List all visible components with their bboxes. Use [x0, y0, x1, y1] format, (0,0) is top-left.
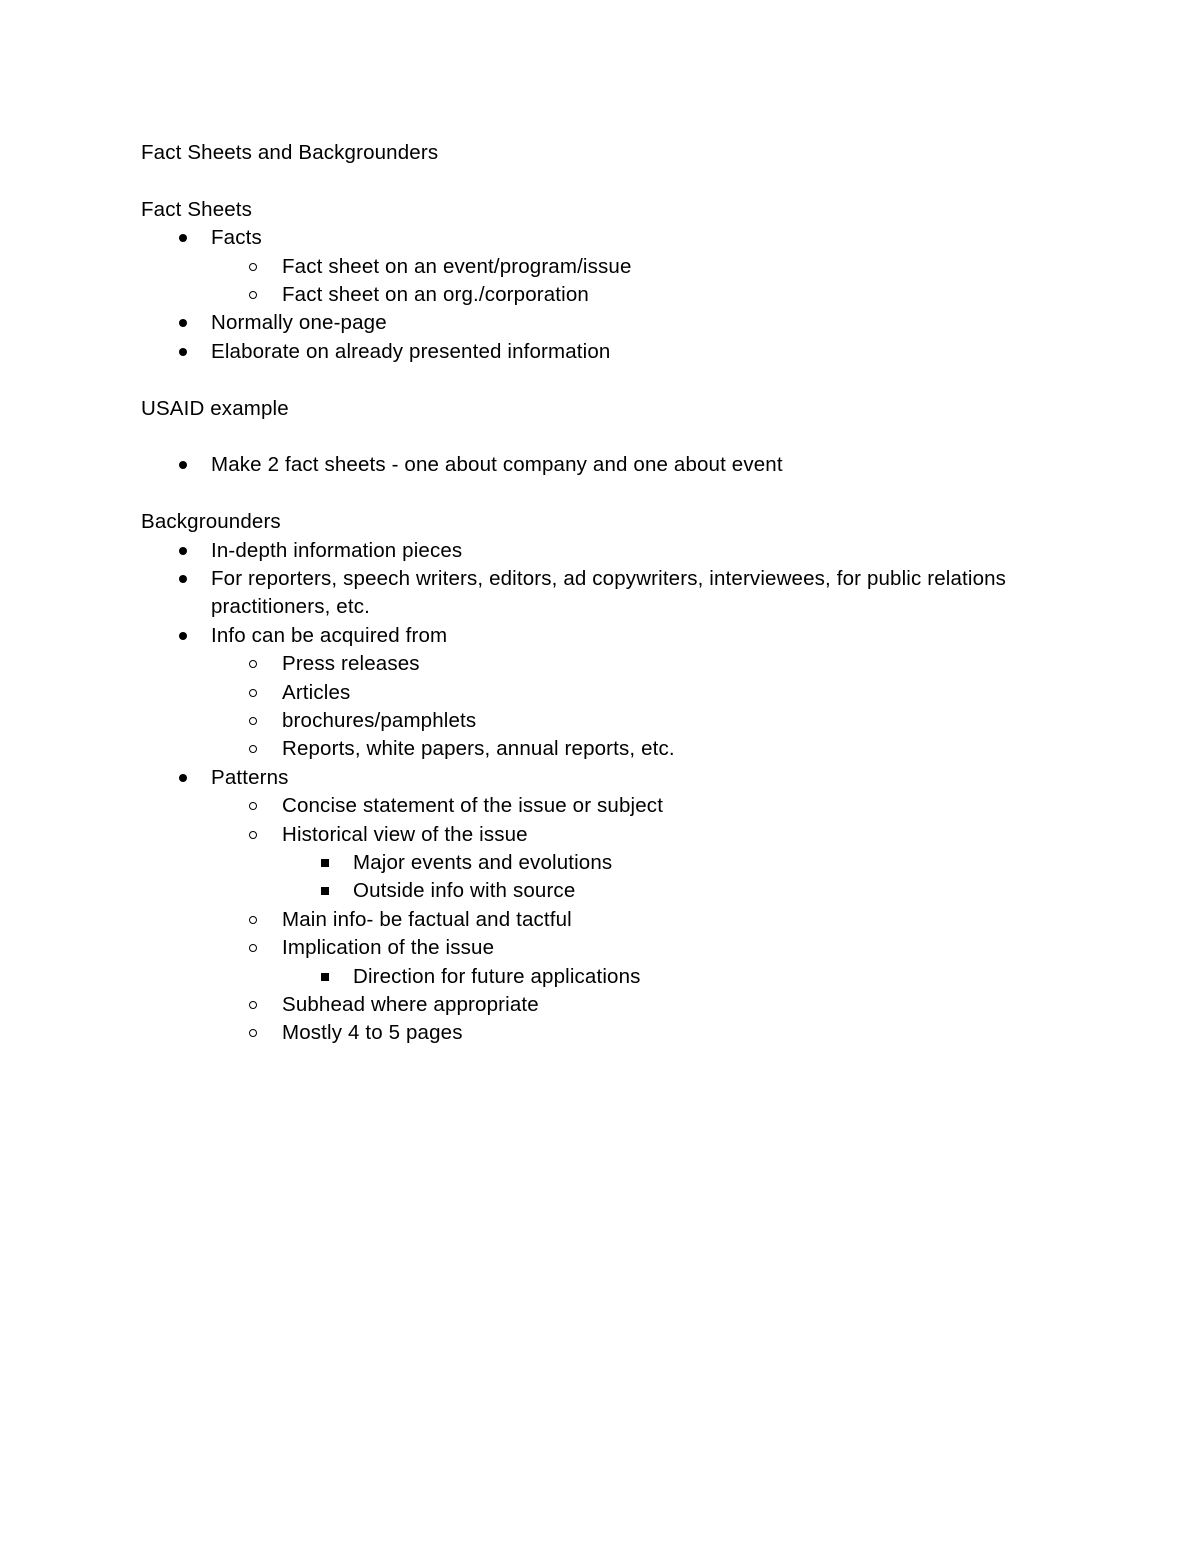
list-item: Concise statement of the issue or subject — [211, 792, 1061, 820]
spacer — [141, 366, 1061, 394]
hollow-bullet-icon — [249, 660, 257, 668]
filled-bullet-icon — [179, 575, 187, 583]
list-item: Facts Fact sheet on an event/program/issue Fact sheet on an org./corporation — [141, 224, 1061, 309]
usaid-heading: USAID example — [141, 396, 289, 420]
filled-bullet-icon — [179, 461, 187, 469]
square-bullet-icon — [321, 859, 329, 867]
document-title: Fact Sheets and Backgrounders — [141, 141, 439, 164]
fact-sheets-list — [141, 224, 1061, 366]
filled-bullet-icon — [179, 348, 187, 356]
list-item: Historical view of the issue Major events and evolutions Outside info with source — [211, 821, 1061, 906]
spacer — [141, 423, 1061, 451]
list-item: Fact sheet on an org./corporation — [211, 281, 1061, 309]
backgrounders-heading: Backgrounders — [141, 510, 281, 534]
patterns-sublist — [211, 792, 1061, 1048]
hollow-bullet-icon — [249, 831, 257, 839]
list-item: Patterns Concise statement of the issue or subject Historical view of the issue Major events and evolutions Outside info with source Main info- be factual and tactful Implication of the issue Direction for future applications Subhead where appropriate Mostly 4 to 5 pages — [141, 764, 1061, 1048]
square-bullet-icon — [321, 887, 329, 895]
facts-sublist — [211, 253, 1061, 310]
hollow-bullet-icon — [249, 802, 257, 810]
list-item: In-depth information pieces — [141, 537, 1061, 565]
hollow-bullet-icon — [249, 689, 257, 697]
list-item: Press releases — [211, 650, 1061, 678]
list-item: Main info- be factual and tactful — [211, 906, 1061, 934]
list-item: Implication of the issue Direction for future applications — [211, 934, 1061, 991]
filled-bullet-icon — [179, 234, 187, 242]
hollow-bullet-icon — [249, 1029, 257, 1037]
hollow-bullet-icon — [249, 263, 257, 271]
implication-sublist — [282, 963, 1061, 991]
hollow-bullet-icon — [249, 916, 257, 924]
spacer — [141, 167, 1061, 195]
hollow-bullet-icon — [249, 1001, 257, 1009]
filled-bullet-icon — [179, 632, 187, 640]
usaid-list — [141, 451, 1061, 479]
hollow-bullet-icon — [249, 745, 257, 753]
backgrounders-list — [141, 537, 1061, 1048]
list-item: Make 2 fact sheets - one about company and one about event — [141, 451, 1061, 479]
hollow-bullet-icon — [249, 291, 257, 299]
list-item: brochures/pamphlets — [211, 707, 1061, 735]
list-item: Fact sheet on an event/program/issue — [211, 253, 1061, 281]
fact-sheets-heading: Fact Sheets — [141, 197, 253, 221]
document-page — [141, 139, 1061, 1048]
hollow-bullet-icon — [249, 717, 257, 725]
list-item: Subhead where appropriate — [211, 991, 1061, 1019]
hollow-bullet-icon — [249, 944, 257, 952]
list-item: Direction for future applications — [282, 963, 1061, 991]
list-item: Normally one-page — [141, 309, 1061, 337]
list-item: Major events and evolutions — [282, 849, 1061, 877]
list-item: For reporters, speech writers, editors, ad copywriters, interviewees, for public relations practitioners, etc. — [141, 565, 1061, 622]
spacer — [141, 480, 1061, 508]
list-item: Mostly 4 to 5 pages — [211, 1019, 1061, 1047]
list-item: Articles — [211, 679, 1061, 707]
list-item: Reports, white papers, annual reports, etc. — [211, 735, 1061, 763]
list-item: Outside info with source — [282, 877, 1061, 905]
square-bullet-icon — [321, 973, 329, 981]
filled-bullet-icon — [179, 319, 187, 327]
history-sublist — [282, 849, 1061, 906]
sources-sublist — [211, 650, 1061, 764]
filled-bullet-icon — [179, 547, 187, 555]
list-item: Info can be acquired from Press releases Articles brochures/pamphlets Reports, white papers, annual reports, etc. — [141, 622, 1061, 764]
list-item: Elaborate on already presented information — [141, 338, 1061, 366]
filled-bullet-icon — [179, 774, 187, 782]
